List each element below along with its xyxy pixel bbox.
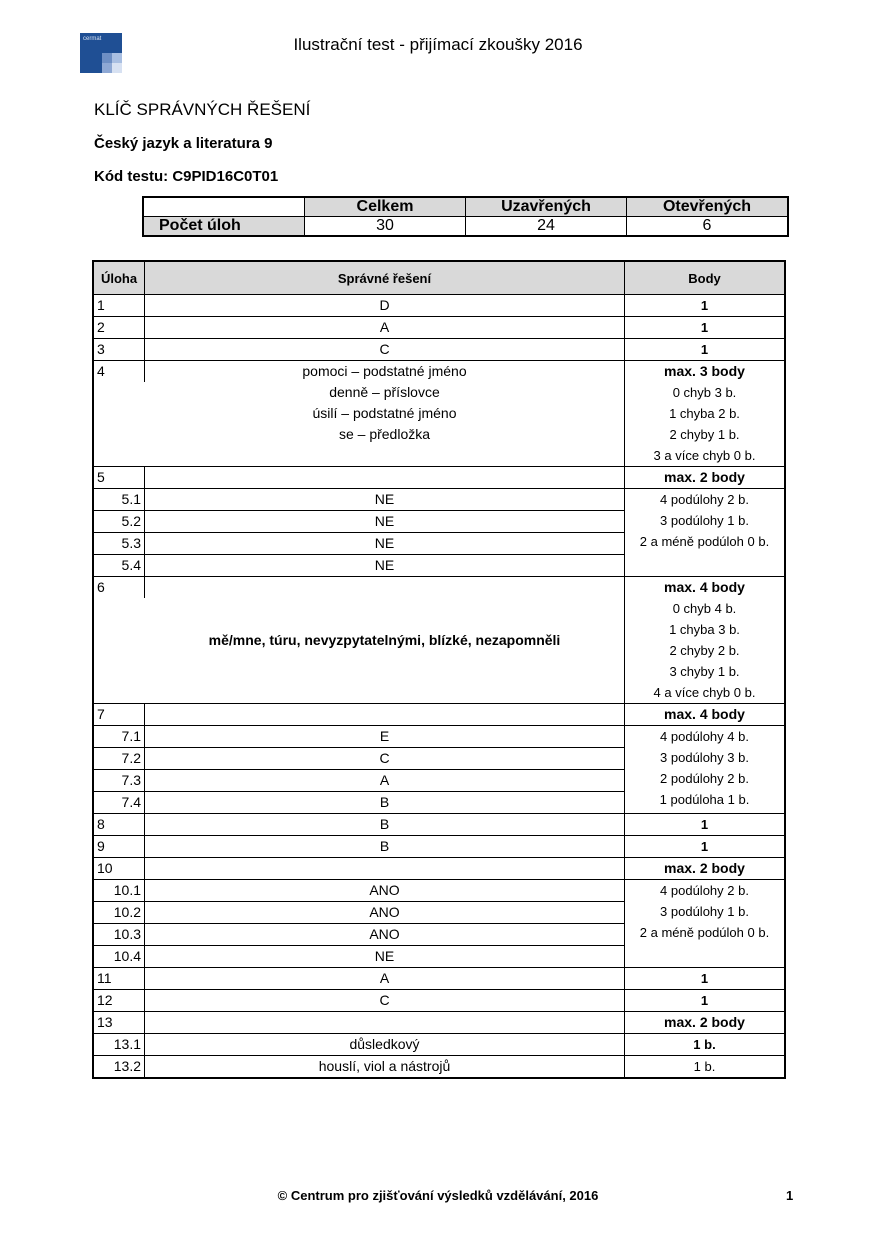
- subtask-row: [94, 489, 624, 511]
- subtask-number: 7.2: [94, 748, 145, 769]
- task-answer: C: [145, 339, 625, 360]
- answer-line: úsilí – podstatné jméno: [312, 405, 457, 421]
- subtask-number: 10.2: [94, 902, 145, 923]
- subject-title: Český jazyk a literatura 9: [94, 135, 273, 152]
- subtask-points: 1 b.: [693, 1037, 716, 1052]
- subtask-answer: NE: [374, 557, 395, 573]
- answer-key-table: [92, 260, 786, 1079]
- subtask-answer: ANO: [369, 904, 400, 920]
- points-rule: 1 chyba 3 b.: [669, 622, 740, 637]
- points-rule: 2 a méně podúloh 0 b.: [639, 534, 770, 549]
- summary-row-label: Počet úloh: [143, 217, 305, 237]
- task-answer: C: [145, 990, 625, 1011]
- subtask-number: 10.4: [94, 946, 145, 967]
- subtask-row: [94, 1034, 784, 1056]
- logo-square: [112, 63, 122, 73]
- task-answer: [145, 704, 625, 725]
- max-points: max. 3 body: [664, 363, 745, 379]
- answer-line: pomoci – podstatné jméno: [302, 363, 467, 379]
- task-number: 13: [94, 1012, 145, 1033]
- subtask-row: [94, 946, 624, 967]
- points-rule: 2 podúlohy 2 b.: [660, 771, 749, 786]
- table-row: [94, 295, 784, 317]
- subtask-row: [94, 748, 624, 770]
- task-number: 4: [94, 361, 145, 382]
- subtask-points: [625, 489, 784, 576]
- subtask-number: 10.1: [94, 880, 145, 901]
- logo-text: cermat: [83, 36, 102, 42]
- table-row: [94, 836, 784, 858]
- subtask-number: 10.3: [94, 924, 145, 945]
- task-number: 3: [94, 339, 145, 360]
- subtask-points: [625, 726, 784, 813]
- task-answer: [145, 361, 625, 466]
- header-solution: Správné řešení: [145, 262, 625, 294]
- subtask-group: [94, 489, 784, 577]
- task-number: 6: [94, 577, 145, 598]
- task-points: [625, 577, 784, 703]
- summary-header-total: Celkem: [305, 197, 466, 217]
- summary-open-value: 6: [627, 217, 789, 237]
- points-rule: 3 a více chyb 0 b.: [653, 448, 756, 463]
- task-points: 1: [700, 971, 709, 986]
- points-rule: 4 podúlohy 2 b.: [660, 492, 749, 507]
- summary-header-closed: Uzavřených: [466, 197, 627, 217]
- page-header-title: Ilustrační test - přijímací zkoušky 2016: [293, 35, 583, 54]
- subtask-row: [94, 770, 624, 792]
- points-rule: 3 chyby 1 b.: [669, 664, 740, 679]
- subtask-list: [94, 726, 625, 813]
- subtask-number: 7.1: [94, 726, 145, 747]
- subtask-number: 7.4: [94, 792, 145, 813]
- subtask-answer: důsledkový: [145, 1034, 625, 1055]
- subtask-answer: NE: [374, 948, 395, 964]
- subtask-row: [94, 792, 624, 813]
- subtask-row: [94, 726, 624, 748]
- subtask-answer: ANO: [369, 926, 400, 942]
- table-row: [94, 990, 784, 1012]
- task-answer: [145, 467, 625, 488]
- task-points: [625, 361, 784, 466]
- subtask-answer: NE: [374, 513, 395, 529]
- points-rule: 3 podúlohy 1 b.: [660, 904, 749, 919]
- table-row: [94, 467, 784, 489]
- table-header-row: [94, 262, 784, 295]
- summary-table: [142, 196, 789, 237]
- page-number: 1: [786, 1188, 794, 1203]
- summary-closed-value: 24: [466, 217, 627, 237]
- points-rule: 1 podúloha 1 b.: [659, 792, 750, 807]
- task-points: 1: [700, 298, 709, 313]
- points-rule: 0 chyb 3 b.: [672, 385, 737, 400]
- answer-line: denně – příslovce: [329, 384, 440, 400]
- points-rule: 2 a méně podúloh 0 b.: [639, 925, 770, 940]
- subtask-group: [94, 726, 784, 814]
- task-points: 1: [700, 993, 709, 1008]
- points-rule: 4 a více chyb 0 b.: [653, 685, 756, 700]
- summary-total-value: 30: [305, 217, 466, 237]
- task-answer: A: [145, 317, 625, 338]
- task-answer: [145, 858, 625, 879]
- task-number: 5: [94, 467, 145, 488]
- task-number: 10: [94, 858, 145, 879]
- subtask-answer: C: [379, 750, 390, 766]
- task-points: 1: [700, 320, 709, 335]
- subtask-row: [94, 880, 624, 902]
- header-task: Úloha: [94, 262, 145, 294]
- points-rule: 0 chyb 4 b.: [672, 601, 737, 616]
- subtask-number: 5.3: [94, 533, 145, 554]
- table-row: [94, 317, 784, 339]
- task-points: 1: [700, 817, 709, 832]
- header-points: Body: [688, 270, 721, 286]
- points-rule: 4 podúlohy 4 b.: [660, 729, 749, 744]
- subtask-number: 13.1: [94, 1034, 145, 1055]
- table-row: [94, 1012, 784, 1034]
- subtask-answer: A: [379, 772, 390, 788]
- subtask-row: [94, 511, 624, 533]
- summary-header-open: Otevřených: [627, 197, 789, 217]
- footer-copyright: © Centrum pro zjišťování výsledků vzdělávání, 2016: [277, 1188, 599, 1203]
- task-number: 8: [94, 814, 145, 835]
- subtask-number: 5.4: [94, 555, 145, 576]
- task-points: 1: [700, 839, 709, 854]
- subtask-number: 5.2: [94, 511, 145, 532]
- points-rule: 2 chyby 2 b.: [669, 643, 740, 658]
- subtask-number: 13.2: [94, 1056, 145, 1077]
- task-answer: mě/mne, túru, nevyzpytatelnými, blízké, nezapomněli: [145, 577, 625, 703]
- task-number: 2: [94, 317, 145, 338]
- task-answer: [145, 1012, 625, 1033]
- points-rule: 3 podúlohy 1 b.: [660, 513, 749, 528]
- subtask-list: [94, 880, 625, 967]
- subtask-row: [94, 555, 624, 576]
- subtask-points: 1 b.: [693, 1059, 716, 1074]
- subtask-answer: E: [379, 728, 390, 744]
- task-points: 1: [700, 342, 709, 357]
- subtask-answer: ANO: [369, 882, 400, 898]
- table-row: [94, 704, 784, 726]
- table-row: [94, 858, 784, 880]
- task-answer: A: [145, 968, 625, 989]
- max-points: max. 4 body: [664, 579, 745, 595]
- task-answer: B: [145, 836, 625, 857]
- points-rule: 2 chyby 1 b.: [669, 427, 740, 442]
- max-points: max. 2 body: [664, 1014, 745, 1030]
- subtask-row: [94, 924, 624, 946]
- subtask-row: [94, 533, 624, 555]
- subtask-answer: B: [379, 794, 390, 810]
- task-number: 11: [94, 968, 145, 989]
- test-code: Kód testu: C9PID16C0T01: [94, 168, 279, 185]
- task-answer: B: [145, 814, 625, 835]
- key-title: KLÍČ SPRÁVNÝCH ŘEŠENÍ: [94, 100, 311, 119]
- subtask-group: [94, 880, 784, 968]
- table-row: [94, 339, 784, 361]
- task-answer: D: [145, 295, 625, 316]
- subtask-answer: NE: [374, 491, 395, 507]
- subtask-points: [625, 880, 784, 967]
- table-row: [94, 577, 784, 704]
- table-row: [94, 361, 784, 467]
- subtask-row: [94, 902, 624, 924]
- logo-square: [102, 63, 112, 73]
- task-number: 1: [94, 295, 145, 316]
- subtask-number: 5.1: [94, 489, 145, 510]
- subtask-row: [94, 1056, 784, 1077]
- subtask-answer: houslí, viol a nástrojů: [145, 1056, 625, 1077]
- task-number: 9: [94, 836, 145, 857]
- subtask-list: [94, 489, 625, 576]
- subtask-answer: NE: [374, 535, 395, 551]
- max-points: max. 4 body: [664, 706, 745, 722]
- points-rule: 4 podúlohy 2 b.: [660, 883, 749, 898]
- task-number: 12: [94, 990, 145, 1011]
- answer-line: se – předložka: [338, 426, 431, 442]
- table-row: [94, 814, 784, 836]
- points-rule: 1 chyba 2 b.: [669, 406, 740, 421]
- table-row: [94, 968, 784, 990]
- max-points: max. 2 body: [664, 469, 745, 485]
- summary-corner: [143, 197, 305, 217]
- task-number: 7: [94, 704, 145, 725]
- subtask-number: 7.3: [94, 770, 145, 791]
- points-rule: 3 podúlohy 3 b.: [660, 750, 749, 765]
- max-points: max. 2 body: [664, 860, 745, 876]
